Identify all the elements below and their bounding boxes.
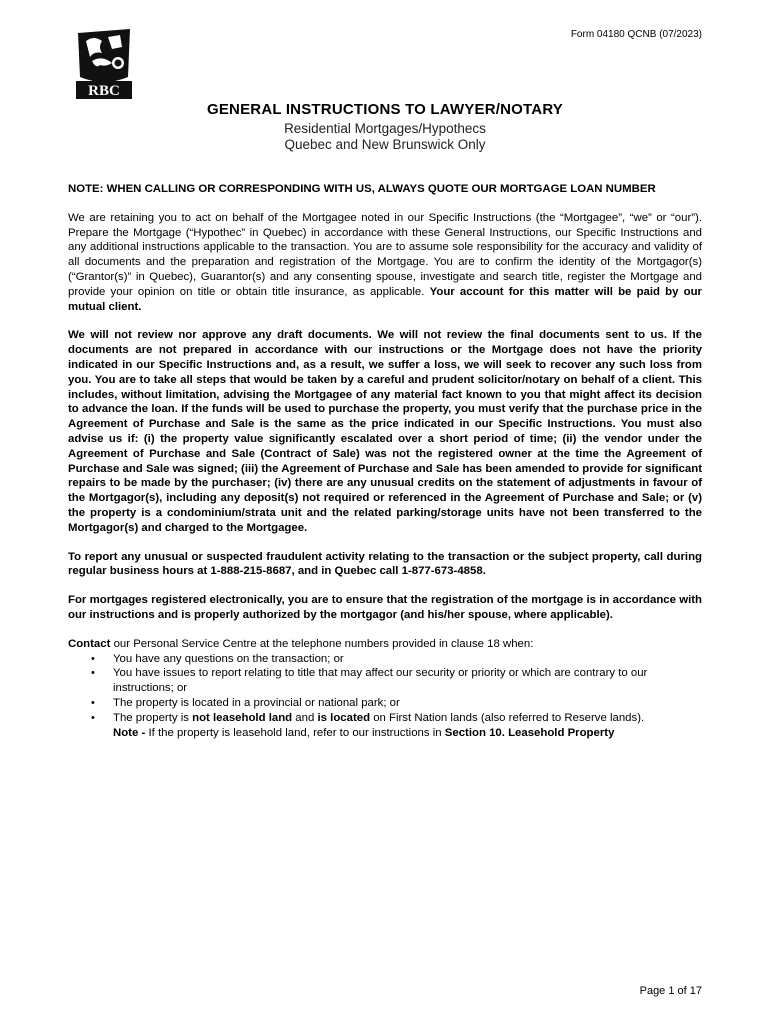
page-number: Page 1 of 17 bbox=[639, 985, 702, 997]
contact-label: Contact bbox=[68, 637, 111, 650]
electronic-registration-paragraph: For mortgages registered electronically, you are to ensure that the registration of the mortgage is in accordance with our instructions and is properly authorized by the mortgagor (and his/her spouse, where applicable). bbox=[68, 594, 702, 621]
note-text: If the property is leasehold land, refer to our instructions in bbox=[145, 726, 445, 739]
list-item-text: The property is bbox=[113, 711, 193, 724]
bullet-icon: • bbox=[91, 667, 95, 680]
list-item-text: on First Nation lands (also referred to Reserve lands). bbox=[370, 711, 645, 724]
contact-lead bbox=[68, 637, 702, 652]
note-label: Note - bbox=[113, 726, 146, 739]
fraud-report-paragraph: To report any unusual or suspected fraudulent activity relating to the transaction or the subject property, call during regular business hours at 1-888-215-8687, and in Quebec call 1-877-673-4858. bbox=[68, 550, 702, 578]
rbc-logo bbox=[72, 27, 136, 103]
list-item-text: You have any questions on the transaction; or bbox=[113, 652, 344, 665]
subtitle-mortgages: Residential Mortgages/Hypothecs bbox=[284, 121, 486, 136]
subtitle-provinces: Quebec and New Brunswick Only bbox=[284, 137, 486, 152]
contact-section bbox=[68, 637, 702, 741]
instructions-body bbox=[68, 182, 702, 740]
located-emphasis: is located bbox=[317, 711, 371, 724]
list-item-text: The property is located in a provincial or national park; or bbox=[113, 696, 400, 709]
retainer-paragraph bbox=[68, 211, 702, 315]
bullet-icon: • bbox=[91, 711, 95, 724]
list-item bbox=[91, 711, 702, 741]
contact-lead-text: our Personal Service Centre at the telephone numbers provided in clause 18 when: bbox=[110, 637, 534, 650]
list-item bbox=[91, 696, 702, 711]
section-reference: Section 10. Leasehold Property bbox=[444, 726, 615, 739]
account-payment-note: Your account for this matter will be paid by our mutual client. bbox=[68, 285, 702, 313]
page-title: GENERAL INSTRUCTIONS TO LAWYER/NOTARY bbox=[206, 101, 564, 118]
list-item bbox=[91, 652, 702, 667]
note-paragraph: NOTE: WHEN CALLING OR CORRESPONDING WITH US, ALWAYS QUOTE OUR MORTGAGE LOAN NUMBER bbox=[68, 183, 656, 195]
list-item bbox=[91, 666, 702, 696]
contact-list bbox=[68, 652, 702, 741]
retainer-text: We are retaining you to act on behalf of the Mortgagee noted in our Specific Instructions (the “Mortgagee”, “we” or “our”). Prepare the Mortgage (“Hypothec” in Quebec) in accordance with these General Instructions, our Specific Instructions and any additional instructions applicable to the transaction. You are to assume sole responsibility for the accuracy and validity of all documents and the preparation and registration of the Mortgage. You are to confirm the identity of the Mortgagor(s) (“Grantor(s)” in Quebec), Guarantor(s) and any consenting spouse, investigate and search title, register the Mortgage and provide your opinion on title or obtain title insurance, as applicable. bbox=[68, 211, 702, 298]
form-number: Form 04180 QCNB (07/2023) bbox=[570, 29, 702, 40]
bullet-icon: • bbox=[91, 696, 95, 709]
leasehold-emphasis: not leasehold land bbox=[192, 711, 293, 724]
list-item-text: and bbox=[292, 711, 318, 724]
list-item-text: You have issues to report relating to title that may affect our security or priority or which are contrary to our instructions; or bbox=[113, 667, 648, 695]
logo-text: RBC bbox=[88, 83, 120, 99]
review-liability-paragraph: We will not review nor approve any draft documents. We will not review the final documents sent to us. If the documents are not prepared in accordance with our instructions or the Mortgage does not have the priority indicated in our Specific Instructions and, as a result, we suffer a loss, we will seek to recover any such loss from you. You are to take all steps that would be taken by a careful and prudent solicitor/notary on behalf of a client. This includes, without limitation, advising the Mortgagee of any material fact known to you that might affect its decision to advance the loan. If the funds will be used to purchase the property, you must verify that the purchase price in the Agreement of Purchase and Sale is the same as the price indicated in our Specific Instructions. You must also advise us if: (i) the property value significantly escalated over a short period of time; (ii) the vendor under the Agreement of Purchase and Sale (Contract of Sale) was not the registered owner at the time the Agreement of Purchase and Sale was signed; (iii) the Agreement of Purchase and Sale has been amended to provide for significant repairs to be made by the purchaser; (iv) there are any unusual credits on the statement of adjustments in favour of the Mortgagor(s), including any deposit(s) not required or referenced in the Agreement of Purchase and Sale; or (v) the property is a condominium/strata unit and the related parking/storage units have not been transferred to the Mortgagor(s) and charged to the Mortgagee. bbox=[68, 329, 702, 534]
bullet-icon: • bbox=[91, 652, 95, 665]
